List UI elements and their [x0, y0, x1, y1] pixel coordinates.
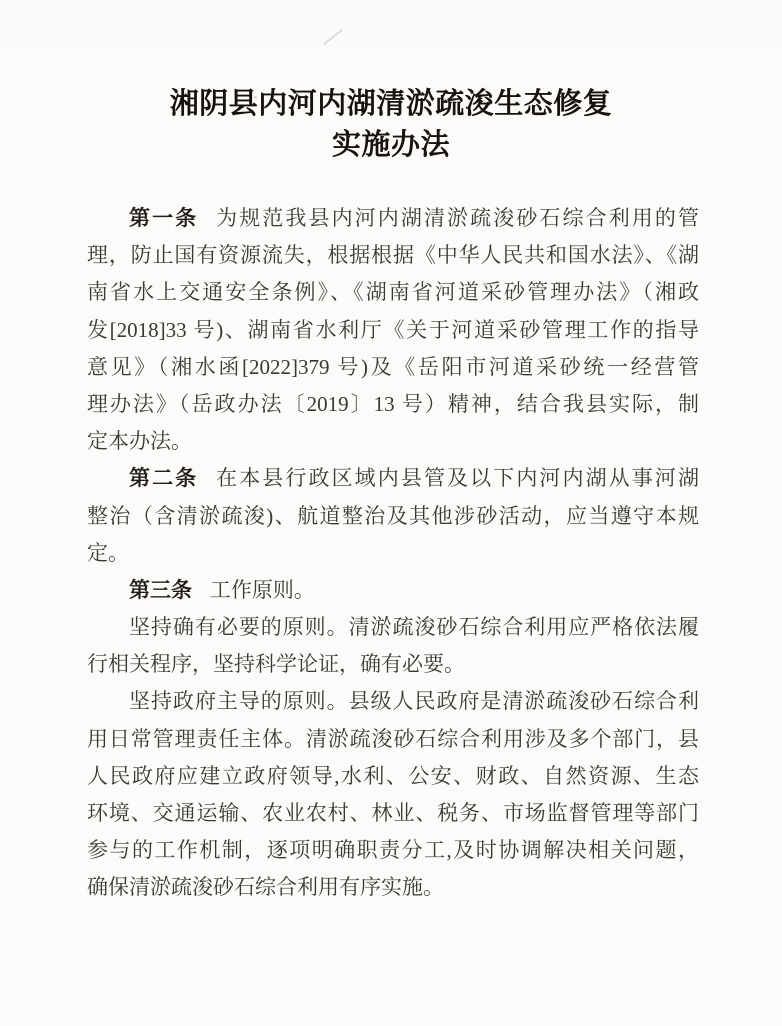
body-line: 坚持政府主导的原则。县级人民政府是清淤疏浚砂石综合利: [129, 689, 699, 714]
body-line: 南省水上交通安全条例》、《湖南省河道采砂管理办法》（湘政: [87, 280, 699, 305]
body-line: 第二条 在本县行政区域内县管及以下内河内湖从事河湖: [129, 466, 699, 491]
document-title-line-2: 实施办法: [331, 129, 450, 161]
body-line: 人民政府应建立政府领导,水利、公安、财政、自然资源、生态: [87, 763, 699, 788]
body-line: 理办法》（岳政办法〔2019〕13 号）精神，结合我县实际，制: [87, 391, 699, 416]
body-line: 意见》（湘水函[2022]379 号)及《岳阳市河道采砂统一经营管: [87, 354, 699, 379]
body-line: 行相关程序，坚持科学论证，确有必要。: [87, 652, 465, 677]
body-line: 定。: [87, 540, 129, 565]
body-line: 第三条 工作原则。: [129, 577, 315, 602]
article-number: 第一条: [129, 206, 199, 230]
article-number: 第二条: [129, 466, 199, 491]
body-line: 坚持确有必要的原则。清淤疏浚砂石综合利用应严格依法履: [129, 615, 699, 640]
body-line: 理，防止国有资源流失，根据根据《中华人民共和国水法》、《湖: [87, 243, 699, 268]
article-number: 第三条: [129, 577, 192, 602]
document-body: [0, 200, 782, 907]
body-line: 环境、交通运输、农业农村、林业、税务、市场监督管理等部门: [87, 801, 699, 825]
body-line: 确保清淤疏浚砂石综合利用有序实施。: [87, 875, 444, 900]
body-line: 发[2018]33 号)、湖南省水利厅《关于河道采砂管理工作的指导: [87, 317, 699, 342]
document-title-line-1: 湘阴县内河内湖清淤疏浚生态修复: [169, 88, 613, 120]
body-line: 用日常管理责任主体。清淤疏浚砂石综合利用涉及多个部门，县: [87, 726, 699, 751]
body-line: 定本办法。: [87, 429, 192, 454]
body-line: 参与的工作机制，逐项明确职责分工,及时协调解决相关问题，: [87, 838, 699, 863]
document-title: [0, 0, 782, 166]
body-line: 第一条 为规范我县内河内湖清淤疏浚砂石综合利用的管: [129, 206, 699, 230]
scan-artifact-speck: [254, 96, 257, 99]
body-line: 整治（含清淤疏浚)、航道整治及其他涉砂活动，应当遵守本规: [87, 503, 699, 528]
